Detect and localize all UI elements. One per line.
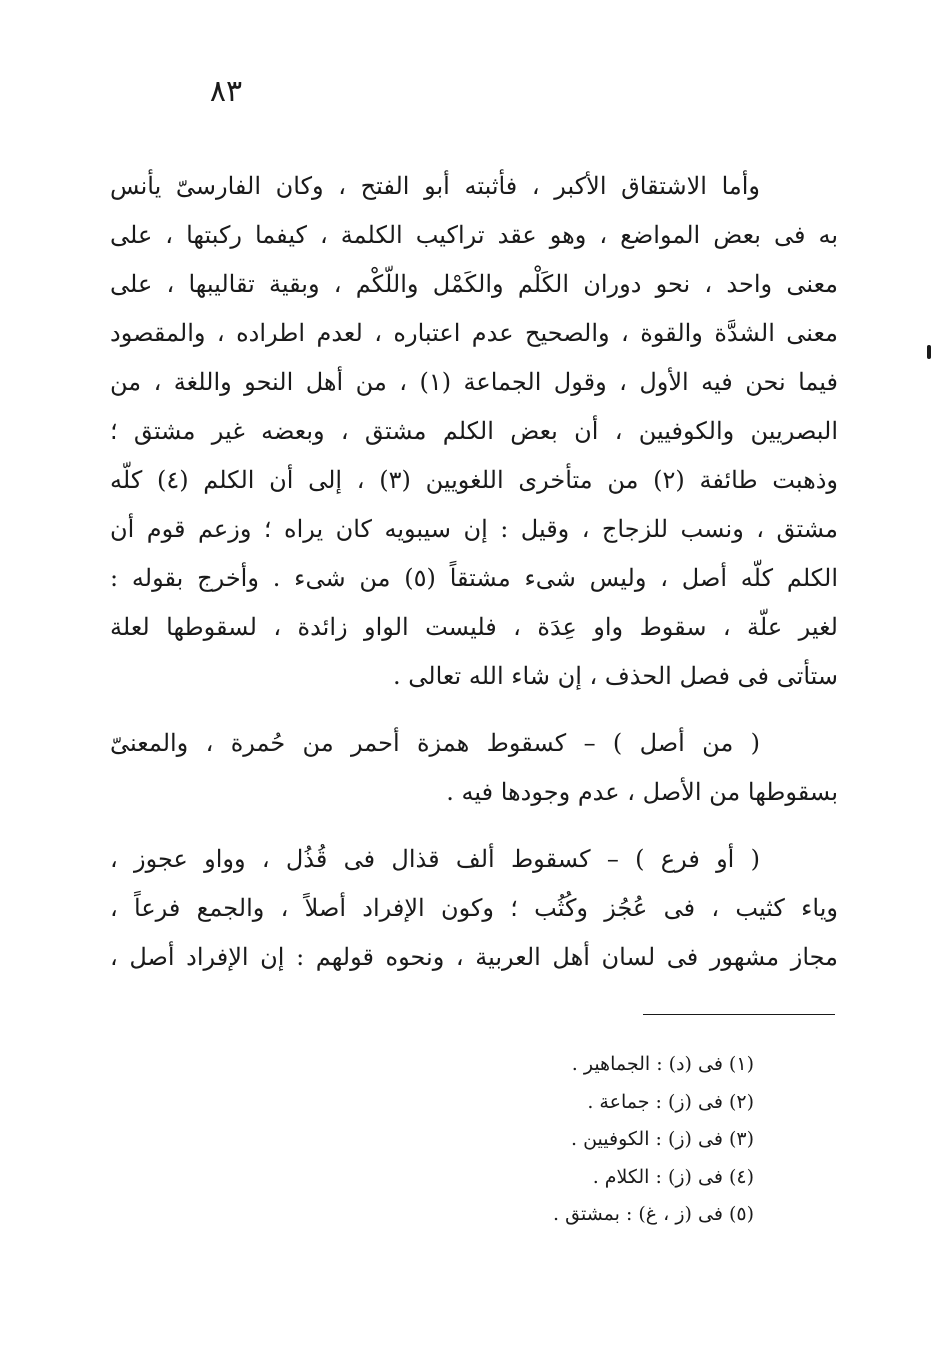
text-line: معنى واحد ، نحو دوران الكَلْم والكَمْل واللّكْم ، وبقية تقاليبها ، على <box>110 270 838 298</box>
text-line: وأما الاشتقاق الأكبر ، فأثبته أبو الفتح ، وكان الفارسىّ يأنس <box>110 172 761 200</box>
footnote-separator <box>643 1014 835 1015</box>
text-line: وياء كثيب ، فى عُجُز وكُثُب ؛ وكون الإفراد أصلاً ، والجمع فرعاً ، <box>110 894 838 922</box>
main-text <box>110 162 838 982</box>
text-line: فيما نحن فيه الأول ، وقول الجماعة (١) ، من أهل النحو واللغة ، من <box>110 368 838 396</box>
footnote-2: (٢) فى (ز) : جماعة . <box>587 1090 754 1113</box>
text-line: البصريين والكوفيين ، أن بعض الكلم مشتق ، وبعضه غير مشتق ؛ <box>110 417 838 445</box>
text-line: ستأتى فى فصل الحذف ، إن شاء الله تعالى . <box>393 662 838 690</box>
paragraph-spacer <box>110 701 838 719</box>
paragraph-spacer <box>110 817 838 835</box>
text-line: وذهبت طائفة (٢) من متأخرى اللغويين (٣) ، إلى أن الكلم (٤) كلّه <box>110 466 838 494</box>
text-line: معنى الشدَّة والقوة ، والصحيح عدم اعتباره ، لعدم اطراده ، والمقصود <box>110 319 838 347</box>
footnote-3: (٣) فى (ز) : الكوفيين . <box>571 1128 754 1150</box>
text-line: بسقوطها من الأصل ، عدم وجودها فيه . <box>446 778 838 806</box>
footnote-1: (١) فى (د) : الجماهير . <box>571 1053 754 1075</box>
margin-ink-mark <box>927 345 931 359</box>
text-line: مجاز مشهور فى لسان أهل العربية ، ونحوه قولهم : إن الإفراد أصل ، <box>110 943 838 971</box>
footnote-5: (٥) فى (ز ، غ) : بمشتق . <box>553 1203 754 1225</box>
text-line: مشتق ، ونسب للزجاج ، وقيل : إن سيبويه كان يراه ؛ وزعم قوم أن <box>110 515 838 543</box>
text-line: به فى بعض المواضع ، وهو عقد تراكيب الكلمة ، كيفما ركبتها ، على <box>110 221 838 249</box>
page-number: ٨٣ <box>209 74 243 109</box>
text-line: ( أو فرع ) – كسقوط ألف قذال فى قُذُل ، وواو عجوز ، <box>110 845 760 873</box>
paragraph-2 <box>110 719 838 817</box>
text-line: لغير علّة ، سقوط واو عِدَة ، فليست الواو زائدة ، لسقوطها لعلة <box>110 613 838 641</box>
footnotes <box>430 1046 754 1234</box>
footnote-4: (٤) فى (ز) : الكلام . <box>592 1165 754 1188</box>
text-line: ( من أصل ) – كسقوط همزة أحمر من حُمرة ، والمعنىّ <box>110 729 760 757</box>
paragraph-1 <box>110 162 838 701</box>
text-line: الكلم كلّه أصل ، وليس شىء مشتقاً (٥) من شىء . وأخرج بقوله : <box>110 564 838 592</box>
paragraph-3 <box>110 835 838 982</box>
